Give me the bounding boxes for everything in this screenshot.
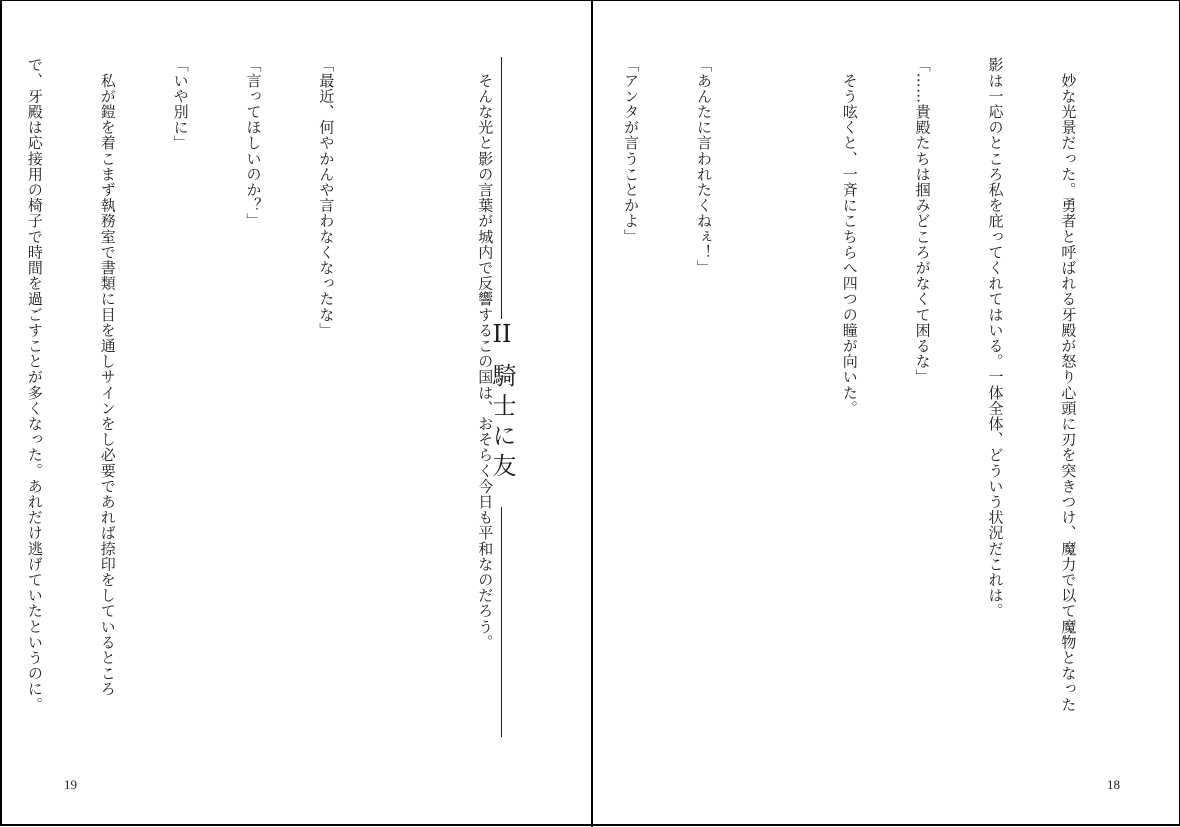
text-line: 「最近、何やかんや言わなくなったな」	[317, 57, 336, 338]
text-line: そんな光と影の言葉が城内で反響するこの国は、おそらく今日も平和なのだろう。	[476, 57, 495, 650]
page-number-right: 18	[1107, 777, 1120, 792]
text-line	[546, 57, 570, 757]
text-line: 「いや別に」	[171, 57, 190, 151]
chapter-title: 騎士に友	[488, 363, 516, 483]
text-line: 「あんたに言われたくねぇ！」	[694, 57, 713, 276]
text-line: で、牙殿は応接用の椅子で時間を過ごすことが多くなった。あれだけ逃げていたというのに。	[25, 57, 44, 713]
chapter-numeral: II	[492, 320, 512, 348]
text-line: 妙な光景だった。勇者と呼ばれる牙殿が怒り心頭に刃を突きつけ、魔力で以て魔物となった	[1059, 57, 1078, 713]
text-line: 「アンタが言うことかよ」	[622, 57, 641, 245]
page-number-left: 19	[64, 777, 77, 792]
right-page-body	[424, 57, 1129, 757]
page-gutter	[591, 1, 593, 827]
text-line: そう呟くと、一斉にこちらへ四つの瞳が向いた。	[840, 57, 859, 416]
text-line: 私が鎧を着こまず執務室で書類に目を通しサインをし必要であれば捺印をしているところ	[98, 57, 117, 697]
text-line: 「言ってほしいのか？」	[244, 57, 263, 229]
text-line: 影は一応のところ私を庇ってくれてはいる。一体全体、どういう状況だこれは。	[986, 57, 1005, 619]
text-line: 「……貴殿たちは掴みどころがなくて困るな」	[913, 57, 932, 385]
text-line	[765, 57, 789, 757]
left-page-body	[0, 57, 387, 757]
